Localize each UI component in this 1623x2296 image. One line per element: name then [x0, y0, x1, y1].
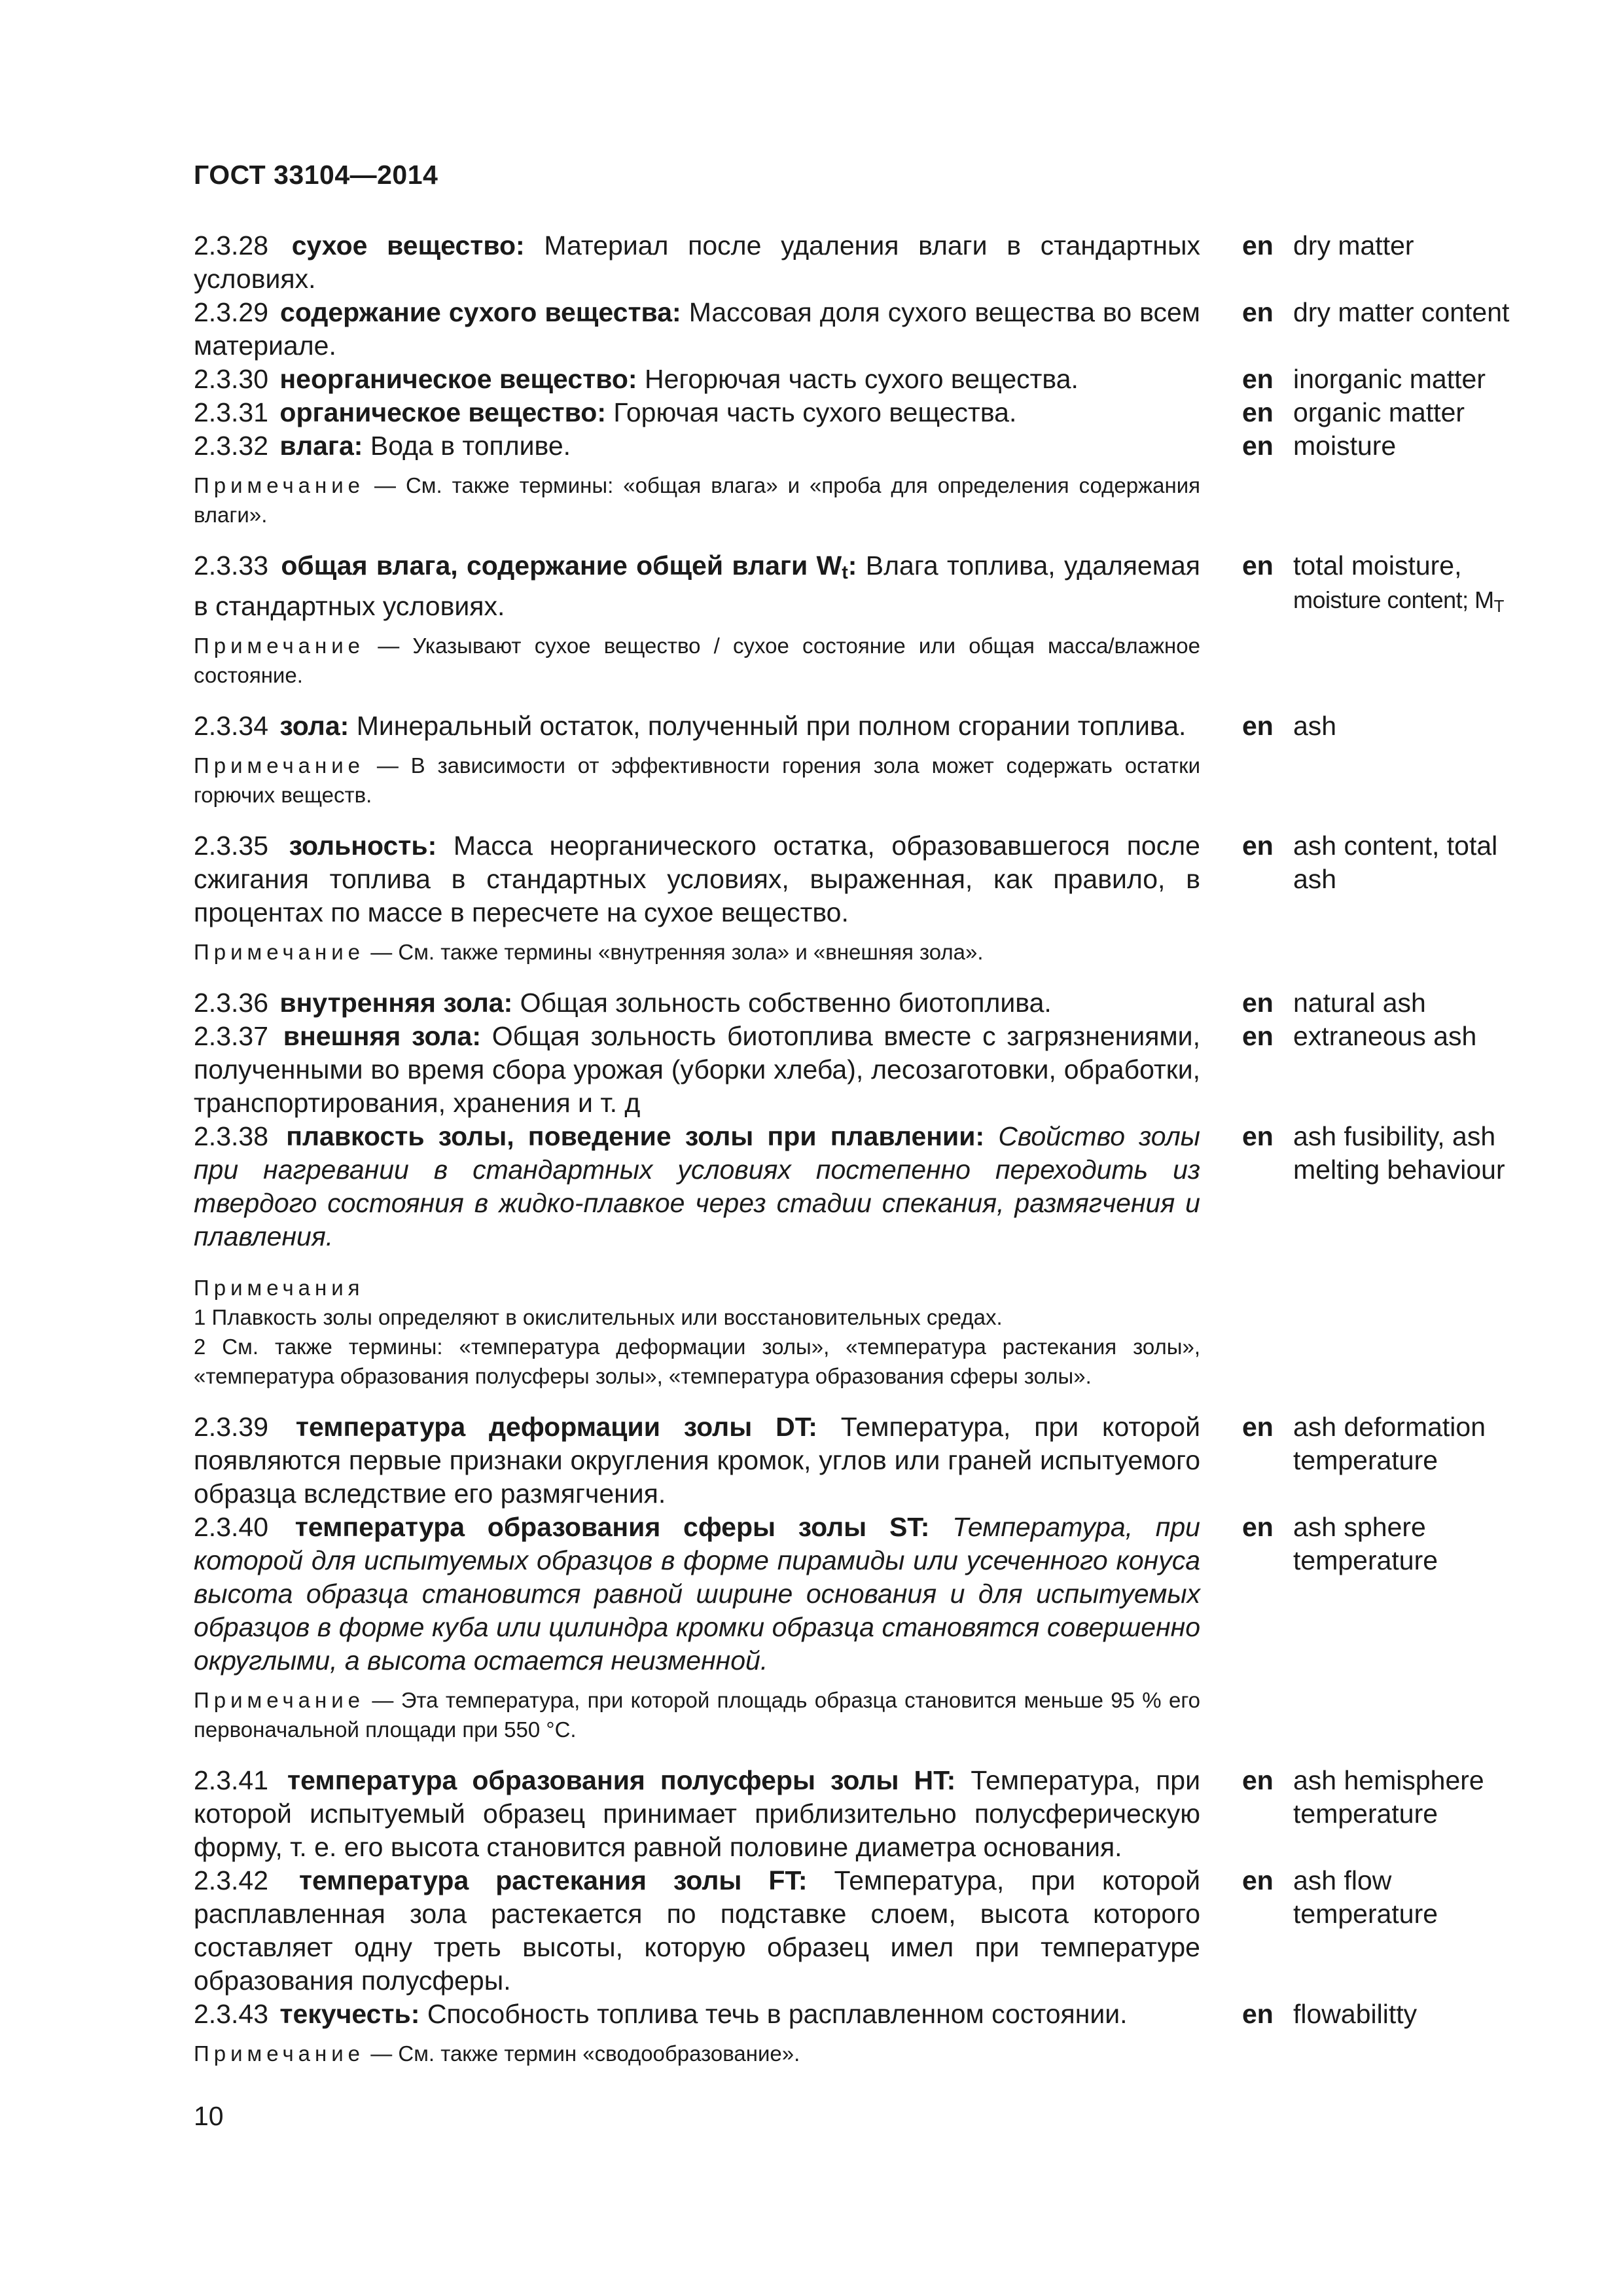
language-tag: en [1242, 988, 1274, 1018]
terms-list [194, 229, 1522, 2068]
note-item: 1 Плавкость золы определяют в окислительных или восстановительных средах. [194, 1305, 1003, 1329]
term-name: температура образования сферы золы ST: [294, 1512, 930, 1542]
entry-number: 2.3.36 [194, 988, 268, 1018]
language-tag: en [1242, 1512, 1274, 1542]
note-text: — Указывают сухое вещество / сухое состояние или общая масса/влажное состояние. [194, 634, 1200, 687]
english-term: ash hemisphere temperature [1293, 1765, 1484, 1829]
english-term: ash flow temperature [1293, 1865, 1438, 1929]
language-tag: en [1242, 230, 1274, 260]
entry-number: 2.3.33 [194, 550, 268, 581]
term-name: внешняя зола: [283, 1021, 481, 1051]
entry-number: 2.3.41 [194, 1765, 268, 1795]
english-term: total moisture, [1293, 550, 1462, 581]
term-entry [194, 1120, 1522, 1253]
term-entry [194, 296, 1522, 363]
term-name: температура образования полусферы золы HT: [287, 1765, 956, 1795]
term-entry [194, 986, 1522, 1020]
note-text: — См. также термины «внутренняя зола» и «внешняя зола». [370, 940, 984, 964]
term-name: внутренняя зола: [279, 988, 513, 1018]
language-tag: en [1242, 1021, 1274, 1051]
english-term: dry matter content [1293, 297, 1510, 327]
language-tag: en [1242, 297, 1274, 327]
entry-number: 2.3.43 [194, 1999, 268, 2029]
term-name: общая влага, содержание общей влаги W [281, 550, 842, 581]
term-name: зола: [279, 711, 349, 741]
term-entry [194, 363, 1522, 396]
term-entry [194, 1020, 1522, 1120]
term-name: текучесть: [279, 1999, 420, 2029]
note-text: — Эта температура, при которой площадь образца становится меньше 95 % его первоначальной площади при 550 °С. [194, 1688, 1201, 1742]
entry-number: 2.3.29 [194, 297, 268, 327]
term-definition: Температура, при которой испытуемый образец принимает приблизительно полусферическую форму, т. е. его высота становится равной половине диаметра основания. [194, 1765, 1200, 1862]
term-entry [194, 229, 1522, 296]
note-label: Примечание [194, 2041, 365, 2066]
language-tag: en [1242, 1999, 1274, 2029]
english-term: extraneous ash [1293, 1021, 1477, 1051]
note [194, 937, 1200, 967]
note-label: Примечание [194, 634, 365, 658]
note [194, 2039, 1200, 2068]
term-entry: 2.3.33 общая влага, содержание общей влаги $W_t$: Влага топлива, удаляемая в стандартных условиях. en total moisture, moisture content; $M_T$ [194, 549, 1522, 623]
language-tag: en [1242, 831, 1274, 861]
english-term-continued: moisture content; M [1293, 586, 1494, 613]
note [194, 751, 1200, 810]
entry-number: 2.3.42 [194, 1865, 268, 1895]
english-term: ash deformation temperature [1293, 1412, 1486, 1475]
term-definition: Материал после удаления влаги в стандартных условиях. [194, 230, 1200, 294]
note-label: Примечание [194, 1688, 365, 1712]
term-entry [194, 429, 1522, 463]
language-tag: en [1242, 1765, 1274, 1795]
term-entry [194, 1764, 1522, 1864]
term-name: содержание сухого вещества: [280, 297, 681, 327]
term-entry [194, 829, 1522, 929]
language-tag: en [1242, 711, 1274, 741]
note-label: Примечания [194, 1276, 365, 1300]
term-entry [194, 1864, 1522, 1998]
term-definition: Минеральный остаток, полученный при полном сгорании топлива. [356, 711, 1186, 741]
english-term: ash fusibility, ash melting behaviour [1293, 1121, 1505, 1185]
english-term: moisture [1293, 431, 1397, 461]
term-name: температура деформации золы DT: [295, 1412, 817, 1442]
term-definition: Способность топлива течь в расплавленном состоянии. [427, 1999, 1128, 2029]
document-code: ГОСТ 33104—2014 [194, 160, 438, 190]
term-name: влага: [279, 431, 363, 461]
term-definition: Температура, при которой для испытуемых образцов в форме пирамиды или усеченного конуса высота образца становится равной ширине основания и для испытуемых образцов в форме куба или цилиндра кромки образца становятся совершенно округлыми, а высота остается неизменной. [194, 1512, 1200, 1676]
term-name: сухое вещество: [291, 230, 525, 260]
language-tag: en [1242, 431, 1274, 461]
term-definition: Свойство золы при нагревании в стандартных условиях постепенно переходить из твердого состояния в жидко-плавкое через стадии спекания, размягчения и плавления. [194, 1121, 1200, 1251]
term-definition: Температура, при которой расплавленная зола растекается по подставке слоем, высота которого составляет одну треть высоты, которую образец имел при температуре образования полусферы. [194, 1865, 1200, 1996]
notes-block [194, 1273, 1200, 1391]
english-term: dry matter [1293, 230, 1414, 260]
english-term: organic matter [1293, 397, 1465, 427]
entry-number: 2.3.32 [194, 431, 268, 461]
term-entry [194, 709, 1522, 743]
term-definition: Негорючая часть сухого вещества. [644, 364, 1079, 394]
entry-number: 2.3.38 [194, 1121, 268, 1151]
entry-number: 2.3.39 [194, 1412, 268, 1442]
entry-number: 2.3.37 [194, 1021, 268, 1051]
english-term: inorganic matter [1293, 364, 1486, 394]
term-definition: Температура, при которой появляются первые признаки округления кромок, углов или граней испытуемого образца вследствие его размягчения. [194, 1412, 1200, 1509]
language-tag: en [1242, 1121, 1274, 1151]
term-definition: Массовая доля сухого вещества во всем материале. [194, 297, 1200, 361]
note-text: — См. также термин «сводообразование». [370, 2041, 800, 2066]
english-term: ash [1293, 711, 1337, 741]
english-term-subscript: T [1493, 596, 1505, 616]
term-entry [194, 1511, 1522, 1677]
note-label: Примечание [194, 940, 365, 964]
term-name: зольность: [289, 831, 437, 861]
note-text: — См. также термины: «общая влага» и «проба для определения содержания влаги». [194, 473, 1201, 527]
term-name: температура растекания золы FT: [298, 1865, 808, 1895]
page-number: 10 [194, 2101, 224, 2131]
note-text: — В зависимости от эффективности горения зола может содержать остатки горючих веществ. [194, 753, 1201, 807]
term-definition: Масса неорганического остатка, образовавшегося после сжигания топлива в стандартных условиях, выраженная, как правило, в процентах по массе в пересчете на сухое вещество. [194, 831, 1200, 927]
term-subscript: t [842, 562, 848, 583]
entry-number: 2.3.35 [194, 831, 268, 861]
term-entry [194, 1410, 1522, 1511]
language-tag: en [1242, 1865, 1274, 1895]
entry-number: 2.3.30 [194, 364, 268, 394]
entry-number: 2.3.40 [194, 1512, 268, 1542]
english-term: natural ash [1293, 988, 1426, 1018]
note-label: Примечание [194, 473, 365, 497]
english-term: flowabilitty [1293, 1999, 1418, 2029]
term-name: органическое вещество: [279, 397, 606, 427]
term-definition: Вода в топливе. [370, 431, 571, 461]
entry-number: 2.3.34 [194, 711, 268, 741]
language-tag: en [1242, 1412, 1274, 1442]
english-term: ash sphere temperature [1293, 1512, 1438, 1575]
term-name: плавкость золы, поведение золы при плавлении: [286, 1121, 985, 1151]
entry-number: 2.3.28 [194, 230, 268, 260]
term-definition: Влага топлива, удаляемая в стандартных условиях. [194, 550, 1200, 621]
note [194, 471, 1200, 529]
term-definition: Общая зольность собственно биотоплива. [520, 988, 1052, 1018]
language-tag: en [1242, 364, 1274, 394]
entry-number: 2.3.31 [194, 397, 268, 427]
language-tag: en [1242, 397, 1274, 427]
term-name: неорганическое вещество: [279, 364, 637, 394]
note-label: Примечание [194, 753, 365, 778]
note-item: 2 См. также термины: «температура деформации золы», «температура растекания золы», «температура образования полусферы золы», «температура образования сферы золы». [194, 1335, 1200, 1388]
term-entry [194, 1998, 1522, 2031]
term-definition: Горючая часть сухого вещества. [613, 397, 1017, 427]
term-definition: Общая зольность биотоплива вместе с загрязнениями, полученными во время сбора урожая (уборки хлеба), лесозаготовки, обработки, транспортирования, хранения и т. д [194, 1021, 1200, 1118]
english-term: ash content, total ash [1293, 831, 1498, 894]
term-entry [194, 396, 1522, 429]
note [194, 1685, 1200, 1744]
language-tag: en [1242, 550, 1274, 581]
note [194, 631, 1200, 690]
